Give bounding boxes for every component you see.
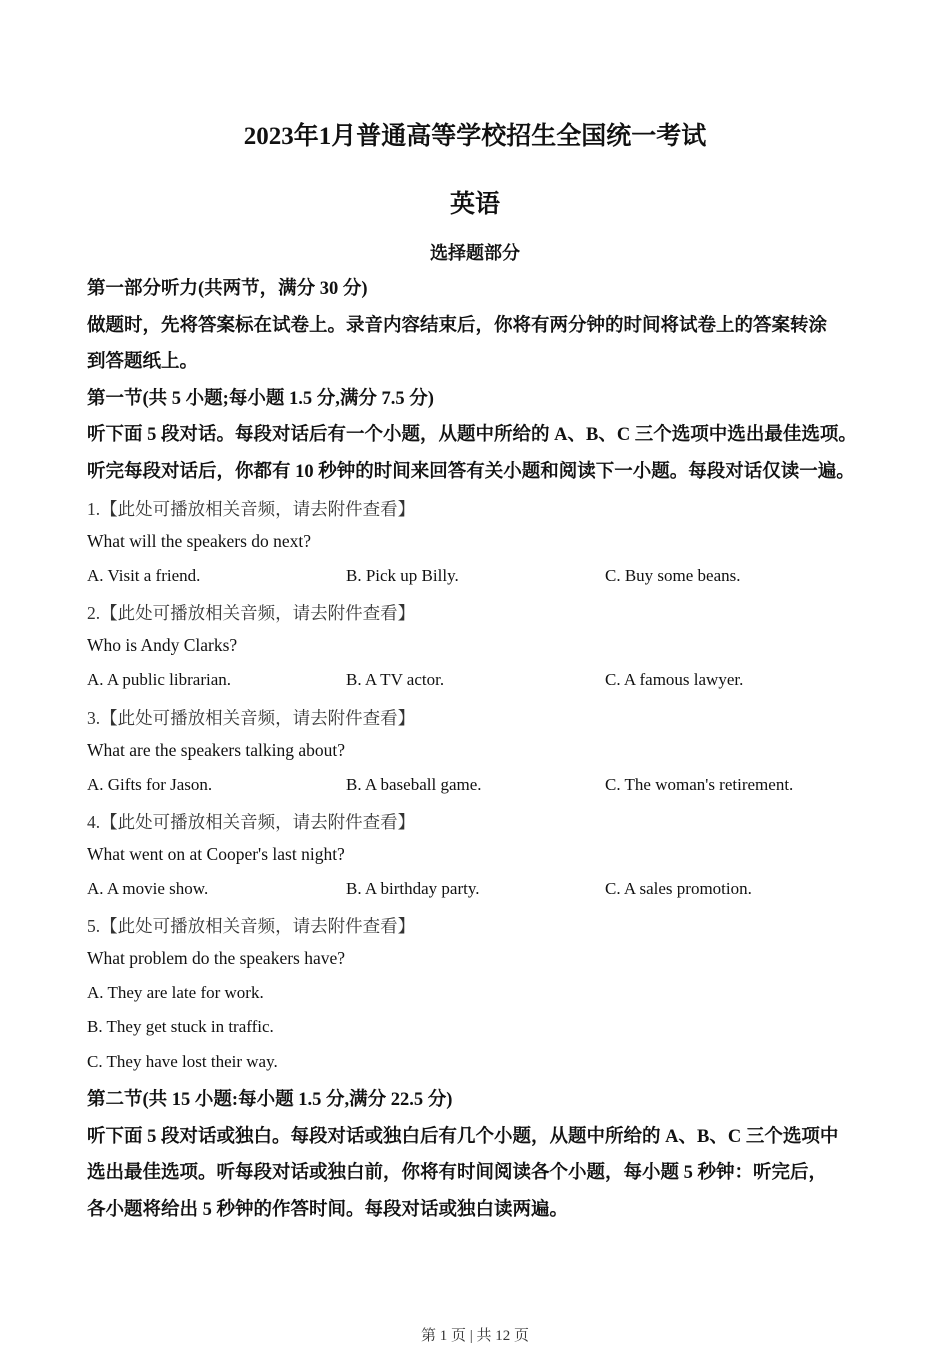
audio-placeholder: 1.【此处可播放相关音频，请去附件查看】: [87, 499, 416, 519]
page-indicator: 第 1 页 | 共 12 页: [420, 1328, 529, 1344]
option-a: A. They are late for work.: [87, 983, 264, 1002]
question-text: Who is Andy Clarks?: [87, 635, 238, 655]
option-c: C. A sales promotion.: [605, 879, 752, 898]
question-text: What will the speakers do next?: [87, 531, 312, 551]
section1-instruction-line: 听下面 5 段对话。每段对话后有一个小题，从题中所给的 A、B、C 三个选项中选出最佳选项。: [87, 425, 857, 445]
option-b: B. A birthday party.: [346, 879, 480, 898]
option-a: A. Visit a friend.: [87, 566, 201, 585]
part1-instruction-line: 做题时，先将答案标在试卷上。录音内容结束后，你将有两分钟的时间将试卷上的答案转涂: [87, 316, 828, 336]
option-c: C. Buy some beans.: [605, 566, 741, 585]
question-text: What went on at Cooper's last night?: [87, 844, 345, 864]
section2-instruction-line: 各小题将给出 5 秒钟的作答时间。每段对话或独白读两遍。: [87, 1200, 569, 1220]
option-a: A. A public librarian.: [87, 670, 232, 689]
option-b: B. Pick up Billy.: [346, 566, 459, 585]
part-heading: 选择题部分: [430, 243, 520, 263]
section1-heading: 第一节(共 5 小题;每小题 1.5 分,满分 7.5 分): [87, 389, 434, 409]
audio-placeholder: 4.【此处可播放相关音频，请去附件查看】: [87, 812, 416, 832]
subject-title: 英语: [449, 191, 500, 218]
section2-heading: 第二节(共 15 小题:每小题 1.5 分,满分 22.5 分): [87, 1090, 453, 1110]
option-a: A. A movie show.: [87, 879, 209, 898]
option-b: B. They get stuck in traffic.: [87, 1017, 274, 1036]
option-b: B. A TV actor.: [346, 670, 445, 689]
question-text: What problem do the speakers have?: [87, 948, 346, 968]
section1-instruction-line: 听完每段对话后，你都有 10 秒钟的时间来回答有关小题和阅读下一小题。每段对话仅读一遍。: [87, 462, 855, 482]
part1-heading: 第一部分听力(共两节，满分 30 分): [87, 279, 368, 299]
option-b: B. A baseball game.: [346, 775, 482, 794]
section2-instruction-line: 选出最佳选项。听每段对话或独白前，你将有时间阅读各个小题，每小题 5 秒钟：听完后，: [87, 1163, 828, 1183]
part1-instruction-line: 到答题纸上。: [87, 352, 199, 372]
audio-placeholder: 5.【此处可播放相关音频，请去附件查看】: [87, 916, 416, 936]
option-c: C. The woman's retirement.: [605, 775, 794, 794]
option-c: C. A famous lawyer.: [605, 670, 744, 689]
question-text: What are the speakers talking about?: [87, 740, 346, 760]
option-c: C. They have lost their way.: [87, 1052, 278, 1071]
option-a: A. Gifts for Jason.: [87, 775, 213, 794]
exam-title: 2023年1月普通高等学校招生全国统一考试: [243, 123, 707, 150]
audio-placeholder: 3.【此处可播放相关音频，请去附件查看】: [87, 708, 416, 728]
section2-instruction-line: 听下面 5 段对话或独白。每段对话或独白后有几个小题，从题中所给的 A、B、C 三个选项中: [87, 1127, 839, 1147]
audio-placeholder: 2.【此处可播放相关音频，请去附件查看】: [87, 603, 416, 623]
